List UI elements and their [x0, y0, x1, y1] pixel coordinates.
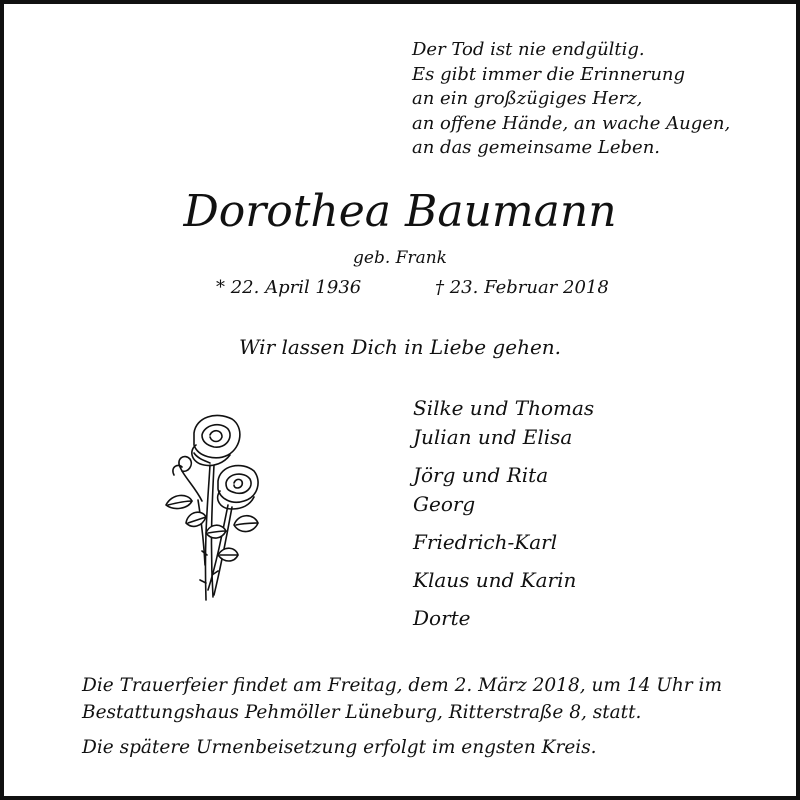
funeral-notice-line: Bestattungshaus Pehmöller Lüneburg, Ritterstraße 8, statt.	[82, 702, 642, 723]
rose-illustration-icon	[158, 405, 268, 605]
death-date: † 23. Februar 2018	[435, 277, 609, 298]
poem-line: Der Tod ist nie endgültig.	[412, 39, 645, 60]
urn-burial-notice: Die spätere Urnenbeisetzung erfolgt im engsten Kreis.	[82, 737, 597, 758]
mourner-name: Klaus und Karin	[413, 568, 577, 592]
deceased-name: Dorothea Baumann	[183, 186, 617, 237]
mourner-name: Julian und Elisa	[413, 425, 573, 449]
poem-line: an offene Hände, an wache Augen,	[412, 112, 731, 134]
poem-line: an das gemeinsame Leben.	[412, 137, 661, 158]
mourner-name: Georg	[413, 492, 476, 516]
mourner-name: Jörg und Rita	[413, 463, 549, 487]
motto: Wir lassen Dich in Liebe gehen.	[238, 335, 562, 359]
poem-line: an ein großzügiges Herz,	[412, 88, 643, 109]
mourner-name: Silke und Thomas	[413, 396, 595, 420]
birth-date: * 22. April 1936	[216, 277, 362, 298]
mourners-list	[413, 394, 594, 642]
mourner-group	[413, 604, 594, 633]
funeral-notice	[82, 672, 722, 726]
mourner-name: Dorte	[413, 606, 471, 630]
poem-line: Es gibt immer die Erinnerung	[412, 63, 686, 85]
poem	[412, 38, 730, 161]
mourner-name: Friedrich-Karl	[413, 530, 558, 554]
funeral-notice-line: Die Trauerfeier findet am Freitag, dem 2. März 2018, um 14 Uhr im	[82, 675, 722, 696]
mourner-group	[413, 566, 594, 595]
mourner-group	[413, 394, 594, 452]
mourner-group	[413, 528, 594, 557]
mourner-group	[413, 461, 594, 519]
maiden-name: geb. Frank	[353, 248, 447, 268]
